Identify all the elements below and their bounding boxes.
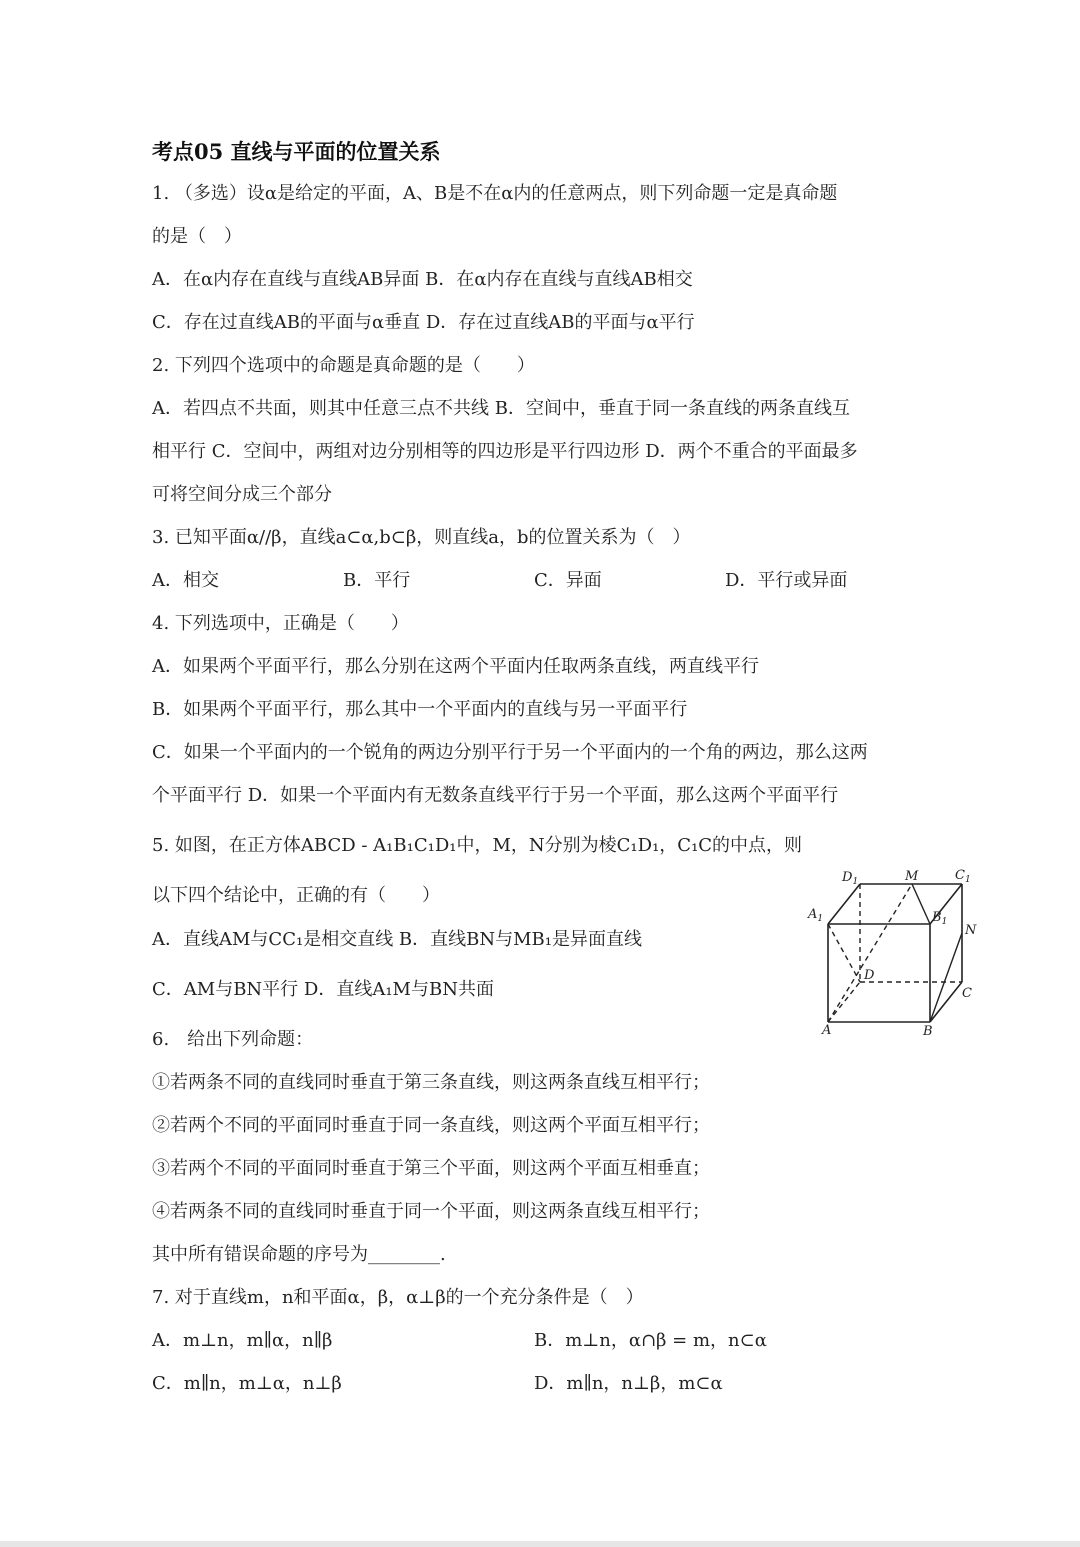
q7-option-a: A．m⊥n，m∥α，n∥β: [152, 1330, 333, 1351]
label-A: A: [822, 1023, 832, 1038]
edge-AD: [828, 982, 860, 1022]
q2-options-line2: 相平行 C．空间中，两组对边分别相等的四边形是平行四边形 D．两个不重合的平面最多: [152, 441, 858, 462]
label-N: N: [965, 923, 977, 938]
q1-stem-line2: 的是（ ）: [152, 226, 242, 247]
q3-option-d: D．平行或异面: [725, 570, 848, 591]
page-bottom-edge: [0, 1541, 1080, 1547]
q7-option-c: C．m∥n，m⊥α，n⊥β: [152, 1373, 342, 1394]
segment-BN: [930, 933, 962, 1022]
q6-statement-1: ①若两条不同的直线同时垂直于第三条直线，则这两条直线互相平行；: [152, 1072, 710, 1093]
q4-option-a: A．如果两个平面平行，那么分别在这两个平面内任取两条直线，两直线平行: [152, 656, 759, 677]
q7-option-d: D．m∥n，n⊥β，m⊂α: [534, 1373, 723, 1394]
segment-AM: [828, 884, 912, 1022]
label-C1: $C_1$: [955, 868, 971, 885]
q6-statement-2: ②若两个不同的平面同时垂直于同一条直线，则这两个平面互相平行；: [152, 1115, 710, 1136]
q1-options-cd: C．存在过直线AB的平面与α垂直 D．存在过直线AB的平面与α平行: [152, 312, 695, 333]
q3-stem: 3. 已知平面α//β，直线a⊂α,b⊂β，则直线a，b的位置关系为（ ）: [152, 527, 691, 548]
q5-options-ab: A．直线AM与CC₁是相交直线 B．直线BN与MB₁是异面直线: [152, 929, 642, 950]
q2-stem: 2. 下列四个选项中的命题是真命题的是（ ）: [152, 355, 535, 376]
cube-figure: [804, 862, 984, 1042]
q5-stem-line2: 以下四个结论中，正确的有（ ）: [152, 885, 440, 906]
q6-stem: 6. 给出下列命题：: [152, 1029, 314, 1050]
q2-options-line1: A．若四点不共面，则其中任意三点不共线 B．空间中，垂直于同一条直线的两条直线互: [152, 398, 850, 419]
edge-A1D1: [828, 884, 860, 924]
q5-stem-line1: 5. 如图，在正方体ABCD - A₁B₁C₁D₁中，M，N分别为棱C₁D₁，C₁C的中点，则: [152, 835, 803, 856]
q1-stem-line1: 1. （多选）设α是给定的平面，A、B是不在α内的任意两点，则下列命题一定是真命题: [152, 183, 838, 204]
label-B1: $B_1$: [932, 910, 948, 927]
q5-options-cd: C．AM与BN平行 D．直线A₁M与BN共面: [152, 979, 494, 1000]
q3-option-b: B．平行: [343, 570, 411, 591]
label-M: M: [905, 869, 919, 884]
q4-option-b: B．如果两个平面平行，那么其中一个平面内的直线与另一平面平行: [152, 699, 688, 720]
label-A1: $A_1$: [808, 907, 824, 924]
label-B: B: [923, 1024, 933, 1039]
q6-blank-line: 其中所有错误命题的序号为________.: [152, 1244, 446, 1265]
segment-B1M: [912, 884, 930, 924]
q4-option-c-line1: C．如果一个平面内的一个锐角的两边分别平行于另一个平面内的一个角的两边，那么这两: [152, 742, 868, 763]
q6-statement-4: ④若两条不同的直线同时垂直于同一个平面，则这两条直线互相平行；: [152, 1201, 710, 1222]
page-title: 考点05 直线与平面的位置关系: [152, 139, 441, 164]
label-D1: $D_1$: [842, 870, 859, 887]
label-C: C: [962, 986, 972, 1001]
q4-stem: 4. 下列选项中，正确是（ ）: [152, 613, 409, 634]
q2-options-line3: 可将空间分成三个部分: [152, 484, 332, 505]
q7-stem: 7. 对于直线m，n和平面α，β，α⊥β的一个充分条件是（ ）: [152, 1287, 644, 1308]
edge-BC: [930, 982, 962, 1022]
q6-statement-3: ③若两个不同的平面同时垂直于第三个平面，则这两个平面互相垂直；: [152, 1158, 710, 1179]
q4-option-c-line2: 个平面平行 D．如果一个平面内有无数条直线平行于另一个平面，那么这两个平面平行: [152, 785, 839, 806]
q3-option-c: C．异面: [534, 570, 602, 591]
q3-option-a: A．相交: [152, 570, 219, 591]
q7-option-b: B．m⊥n，α∩β = m，n⊂α: [534, 1330, 767, 1351]
segment-A1D: [828, 924, 860, 982]
q1-options-ab: A．在α内存在直线与直线AB异面 B．在α内存在直线与直线AB相交: [152, 269, 693, 290]
label-D: D: [864, 968, 875, 983]
